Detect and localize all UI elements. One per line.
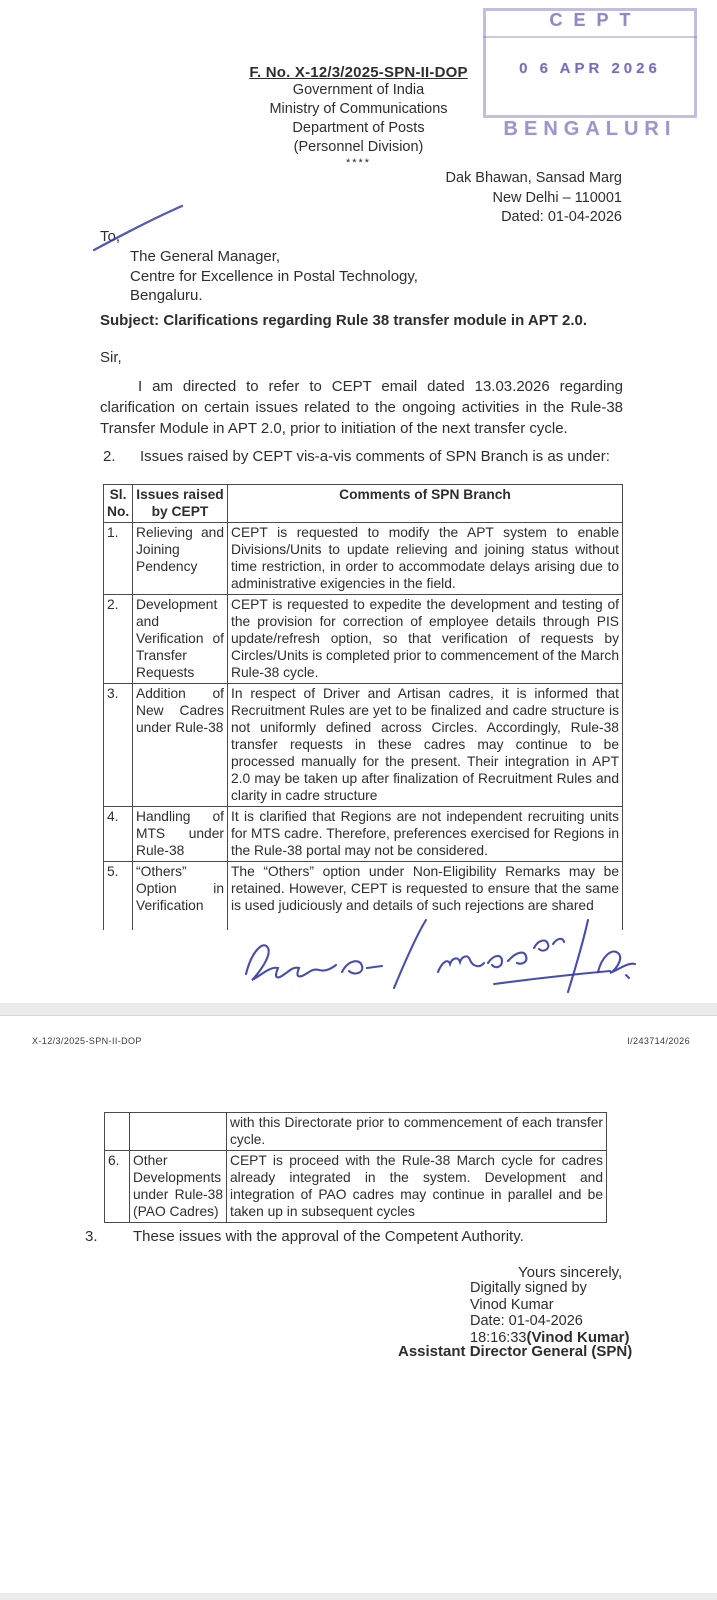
cell-sl: 6. — [105, 1151, 130, 1223]
stamp-divider — [483, 36, 697, 38]
recipient-line: The General Manager, — [130, 248, 281, 265]
recipient-block — [130, 247, 418, 306]
recipient-line: Bengaluru. — [130, 287, 203, 304]
digital-signature-block — [470, 1280, 630, 1346]
issues-table-page1 — [103, 484, 623, 930]
table-row — [104, 595, 623, 684]
letterhead-stars: **** — [345, 157, 372, 169]
body-paragraph-3 — [85, 1228, 615, 1245]
subject-line: Subject: Clarifications regarding Rule 38 transfer module in APT 2.0. — [100, 312, 588, 329]
digital-signature-line: Vinod Kumar — [470, 1296, 554, 1313]
address-line: New Delhi – 110001 — [492, 189, 622, 206]
table-row — [104, 523, 623, 595]
file-number: F. No. X-12/3/2025-SPN-II-DOP — [249, 64, 468, 81]
letterhead-line: Ministry of Communications — [269, 101, 448, 117]
cell-sl: 3. — [104, 684, 133, 807]
page2-file-reference: X-12/3/2025-SPN-II-DOP — [32, 1036, 142, 1046]
cell-comment: CEPT is requested to expedite the development and testing of the provision for correction of employee details through PIS update/refresh option, so that verification of requests by Circles/Units is completed prior to commencement of the March Rule-38 cycle. — [228, 595, 623, 684]
body-paragraph-1: I am directed to refer to CEPT email dated 13.03.2026 regarding clarification on certain issues related to the ongoing activities in the Rule-38 Transfer Module in APT 2.0, prior to initiation of the next transfer cycle. — [100, 378, 623, 437]
cell-issue: Relieving and Joining Pendency — [133, 523, 228, 595]
table-row — [104, 807, 623, 862]
cell-sl: 1. — [104, 523, 133, 595]
paragraph-text: These issues with the approval of the Competent Authority. — [133, 1228, 524, 1245]
cell-issue — [130, 1113, 227, 1151]
page2-eoffice-number: I/243714/2026 — [627, 1036, 690, 1046]
header-issues: Issues raised by CEPT — [133, 485, 228, 523]
cell-issue: Development and Verification of Transfer Requests — [133, 595, 228, 684]
signer-designation: Assistant Director General (SPN) — [398, 1343, 633, 1360]
letterhead — [0, 64, 717, 169]
cell-comment-continued: with this Directorate prior to commencement of each transfer cycle. — [227, 1113, 607, 1151]
address-line: Dak Bhawan, Sansad Marg — [445, 170, 622, 186]
closing-phrase: Yours sincerely, — [518, 1264, 623, 1281]
cell-sl — [105, 1113, 130, 1151]
to-label: To, — [100, 228, 121, 245]
salutation: Sir, — [100, 349, 122, 366]
signer-name: (Vinod Kumar) — [526, 1328, 630, 1346]
cell-comment: It is clarified that Regions are not independent recruiting units for MTS cadre. Therefore, preferences exercised for Regions in the Rule-38 portal may not be considered. — [228, 807, 623, 862]
stamp-date: 0 6 APR 2026 — [519, 60, 661, 77]
cell-issue: Handling of MTS under Rule-38 — [133, 807, 228, 862]
letterhead-line: Department of Posts — [292, 120, 425, 136]
paragraph-number: 2. — [103, 448, 116, 465]
table-header-row — [104, 485, 623, 523]
issues-table-page2 — [104, 1112, 607, 1223]
cell-issue: Addition of New Cadres under Rule-38 — [133, 684, 228, 807]
digital-signature-line: Digitally signed by — [470, 1280, 587, 1296]
signature-time: 18:16:33 — [470, 1329, 527, 1346]
cell-sl: 2. — [104, 595, 133, 684]
letter-date: Dated: 01-04-2026 — [501, 209, 622, 225]
letterhead-line: Government of India — [292, 82, 425, 98]
letterhead-line: (Personnel Division) — [293, 139, 424, 155]
cell-comment: CEPT is proceed with the Rule-38 March cycle for cadres already integrated in the system. Development and integration of PAO cadres may continue in parallel and be taken up in subsequent cycles — [227, 1151, 607, 1223]
table-row-continuation — [105, 1113, 607, 1151]
paragraph-text: Issues raised by CEPT vis-a-vis comments of SPN Branch is as under: — [140, 448, 610, 465]
digital-signature-line: Date: 01-04-2026 — [470, 1313, 583, 1329]
cell-issue: “Others” Option in Verification — [133, 862, 228, 931]
office-address-block — [445, 169, 622, 228]
recipient-line: Centre for Excellence in Postal Technology, — [130, 267, 418, 285]
stamp-city: BENGALURI — [503, 118, 677, 140]
header-comments: Comments of SPN Branch — [228, 485, 623, 523]
paragraph-number: 3. — [85, 1228, 98, 1245]
header-sl-no: Sl. No. — [104, 485, 133, 523]
cell-comment: CEPT is requested to modify the APT system to enable Divisions/Units to update relieving and joining status without time restriction, in order to accommodate delays arising due to administrative exigencies in the field. — [228, 523, 623, 595]
cell-issue: Other Developments under Rule-38 (PAO Cadres) — [130, 1151, 227, 1223]
cell-comment: The “Others” option under Non-Eligibility Remarks may be retained. However, CEPT is requested to ensure that the same is used judiciously and details of such rejections are shared — [228, 862, 623, 931]
cell-sl: 4. — [104, 807, 133, 862]
cell-sl: 5. — [104, 862, 133, 931]
stamp-org-text: CEPT — [549, 10, 642, 30]
body-paragraph-2 — [103, 448, 623, 465]
page-break-gap — [0, 1003, 717, 1016]
scan-bottom-edge — [0, 1593, 717, 1600]
handwritten-signature — [232, 918, 642, 1000]
table-row — [104, 684, 623, 807]
cell-comment: In respect of Driver and Artisan cadres, it is informed that Recruitment Rules are yet to be finalized and cadre structure is not uniformly defined across Circles. Accordingly, Rule-38 transfer requests in these cadres may continue to be processed manually for the present. Their integration in APT 2.0 may be taken up after finalization of Recruitment Rules and clarity in cadre structure — [228, 684, 623, 807]
table-row — [105, 1151, 607, 1223]
